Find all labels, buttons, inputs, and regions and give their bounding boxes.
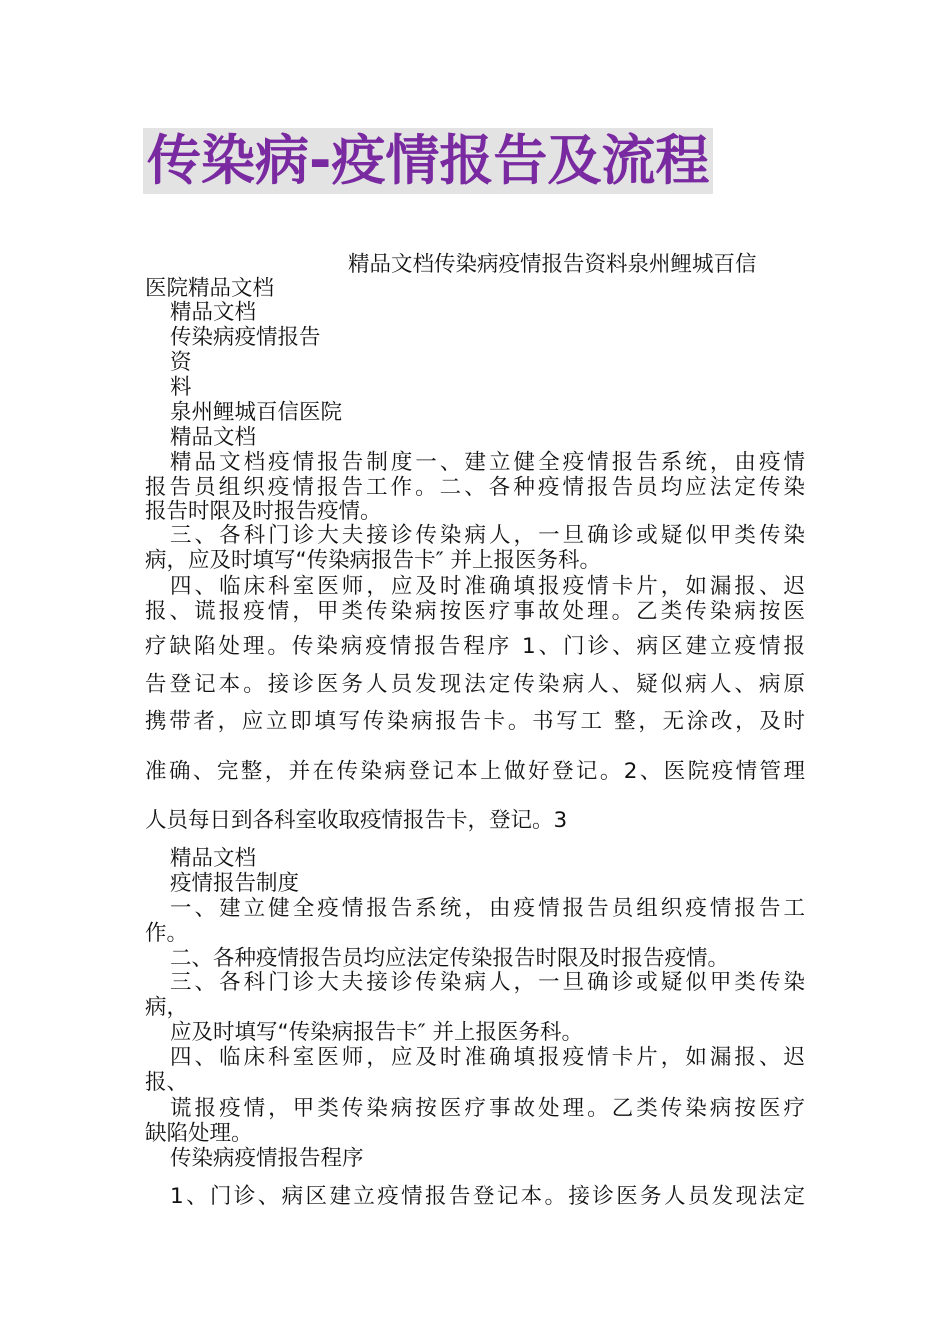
text-line: 应及时填写“传染病报告卡″ 并上报医务科。 (170, 1020, 584, 1045)
text-line: 精品文档传染病疫情报告资料泉州鲤城百信 (348, 252, 757, 277)
text-line: 缺陷处理。 (145, 1121, 253, 1146)
text-line: 人员每日到各科室收取疫情报告卡，登记。3 (145, 808, 568, 833)
text-line: 携带者，应立即填写传染病报告卡。书写工 整，无涂改，及时 (145, 709, 805, 734)
document-title: 传染病-疫情报告及流程 (143, 128, 713, 194)
text-line: 传染病疫情报告 (170, 325, 321, 350)
text-line: 疫情报告制度 (170, 871, 300, 896)
text-line: 精品文档 (170, 846, 257, 871)
text-line: 料 (170, 375, 192, 400)
text-line: 三、各科门诊大夫接诊传染病人，一旦确诊或疑似甲类传染 (170, 970, 805, 995)
text-line: 谎报疫情，甲类传染病按医疗事故处理。乙类传染病按医疗 (170, 1096, 805, 1121)
text-line: 报告时限及时报告疫情。 (145, 499, 382, 524)
text-line: 作。 (145, 921, 189, 946)
text-line: 四、临床科室医师，应及时准确填报疫情卡片，如漏报、迟 (170, 574, 805, 599)
text-line: 资 (170, 350, 192, 375)
text-line: 传染病疫情报告程序 (170, 1146, 364, 1171)
text-line: 泉州鲤城百信医院 (170, 400, 343, 425)
text-line: 医院精品文档 (145, 276, 275, 301)
text-line: 二、各种疫情报告员均应法定传染报告时限及时报告疫情。 (170, 946, 730, 971)
text-line: 准确、完整，并在传染病登记本上做好登记。2、医院疫情管理 (145, 759, 805, 784)
text-line: 报、 (145, 1070, 189, 1095)
text-line: 四、临床科室医师，应及时准确填报疫情卡片，如漏报、迟 (170, 1045, 805, 1070)
text-line: 告登记本。接诊医务人员发现法定传染病人、疑似病人、病原 (145, 672, 805, 697)
text-line: 一、建立健全疫情报告系统，由疫情报告员组织疫情报告工 (170, 896, 805, 921)
text-line: 病，应及时填写“传染病报告卡″ 并上报医务科。 (145, 548, 602, 573)
text-line: 三、各科门诊大夫接诊传染病人，一旦确诊或疑似甲类传染 (170, 523, 805, 548)
text-line: 精品文档疫情报告制度一、建立健全疫情报告系统，由疫情 (170, 450, 805, 475)
text-line: 病， (145, 995, 189, 1020)
text-line: 报告员组织疫情报告工作。二、各种疫情报告员均应法定传染 (145, 475, 805, 500)
text-line: 疗缺陷处理。传染病疫情报告程序 1、门诊、病区建立疫情报 (145, 634, 805, 659)
text-line: 报、谎报疫情，甲类传染病按医疗事故处理。乙类传染病按医 (145, 599, 805, 624)
text-line: 精品文档 (170, 425, 257, 450)
text-line: 精品文档 (170, 300, 257, 325)
text-line: 1、门诊、病区建立疫情报告登记本。接诊医务人员发现法定 (170, 1184, 805, 1209)
